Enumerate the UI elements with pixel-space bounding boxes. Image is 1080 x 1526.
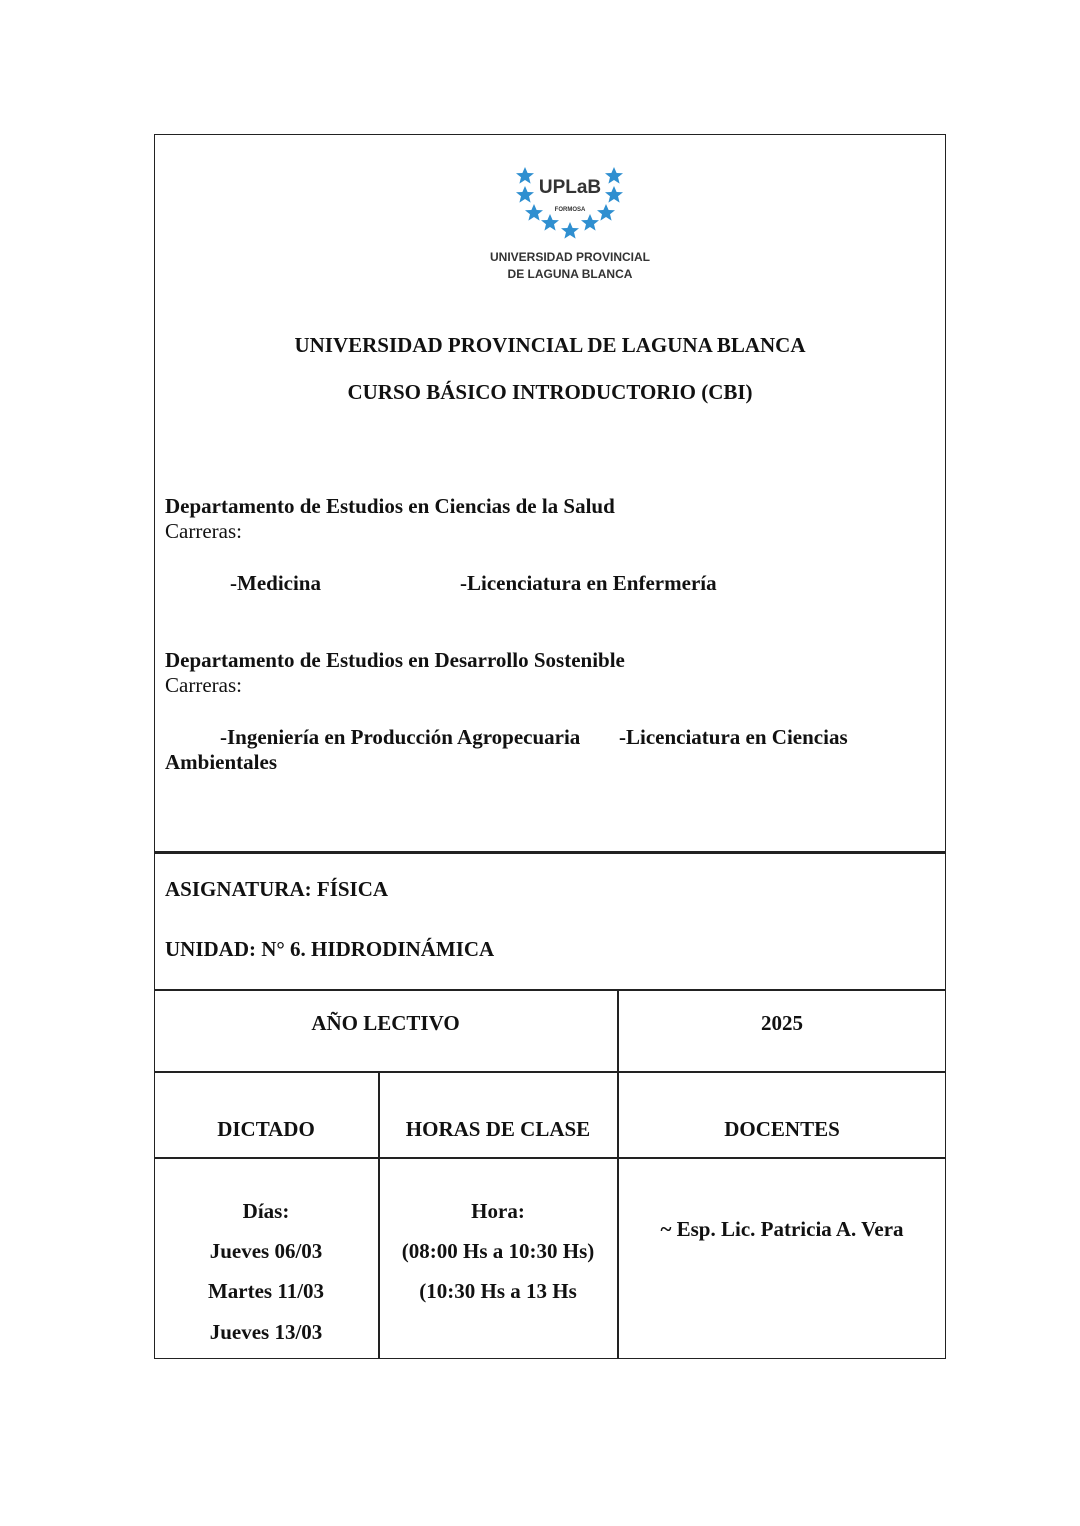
header-dictado: DICTADO: [217, 1117, 315, 1141]
teacher-name: ~ Esp. Lic. Patricia A. Vera: [660, 1217, 904, 1241]
logo-acronym: UPLaB: [538, 177, 602, 198]
row-divider-body: [154, 1157, 946, 1159]
day-item: Martes 11/03: [207, 1279, 325, 1303]
career-ambientales-part1: -Licenciatura en Ciencias: [619, 725, 848, 749]
days-label: Días:: [242, 1199, 290, 1223]
careers-label-sustainable: Carreras:: [165, 673, 242, 697]
hour-item: (10:30 Hs a 13 Hs: [419, 1279, 577, 1303]
logo-location: FORMOSA: [554, 207, 586, 213]
subject-asignatura: ASIGNATURA: FÍSICA: [165, 877, 389, 901]
year-label: AÑO LECTIVO: [311, 1011, 460, 1035]
department-sustainable: Departamento de Estudios en Desarrollo Sostenible: [165, 648, 625, 672]
logo-name-line1: UNIVERSIDAD PROVINCIAL: [489, 250, 650, 264]
day-item: Jueves 06/03: [209, 1239, 323, 1263]
department-health: Departamento de Estudios en Ciencias de la Salud: [165, 494, 615, 518]
careers-label-health: Carreras:: [165, 519, 242, 543]
hours-label: Hora:: [471, 1199, 525, 1223]
university-logo: [480, 160, 660, 290]
section-divider-thick: [154, 851, 946, 854]
row-divider-year: [154, 989, 946, 991]
row-divider-headers: [154, 1071, 946, 1073]
course-title: CURSO BÁSICO INTRODUCTORIO (CBI): [347, 380, 753, 404]
career-ambientales-part2: Ambientales: [165, 750, 277, 774]
day-item: Jueves 13/03: [209, 1320, 323, 1344]
career-agropecuaria: -Ingeniería en Producción Agropecuaria: [220, 725, 581, 749]
career-enfermeria: -Licenciatura en Enfermería: [460, 571, 717, 595]
header-docentes: DOCENTES: [724, 1117, 840, 1141]
logo-name-line2: DE LAGUNA BLANCA: [507, 267, 633, 281]
university-title: UNIVERSIDAD PROVINCIAL DE LAGUNA BLANCA: [294, 333, 806, 357]
logo-stars-icon: [480, 160, 660, 240]
career-medicina: -Medicina: [230, 571, 321, 595]
year-value: 2025: [761, 1011, 803, 1035]
hour-item: (08:00 Hs a 10:30 Hs): [401, 1239, 595, 1263]
column-divider-right: [617, 989, 619, 1359]
subject-unidad: UNIDAD: N° 6. HIDRODINÁMICA: [165, 937, 495, 961]
header-horas: HORAS DE CLASE: [405, 1117, 591, 1141]
